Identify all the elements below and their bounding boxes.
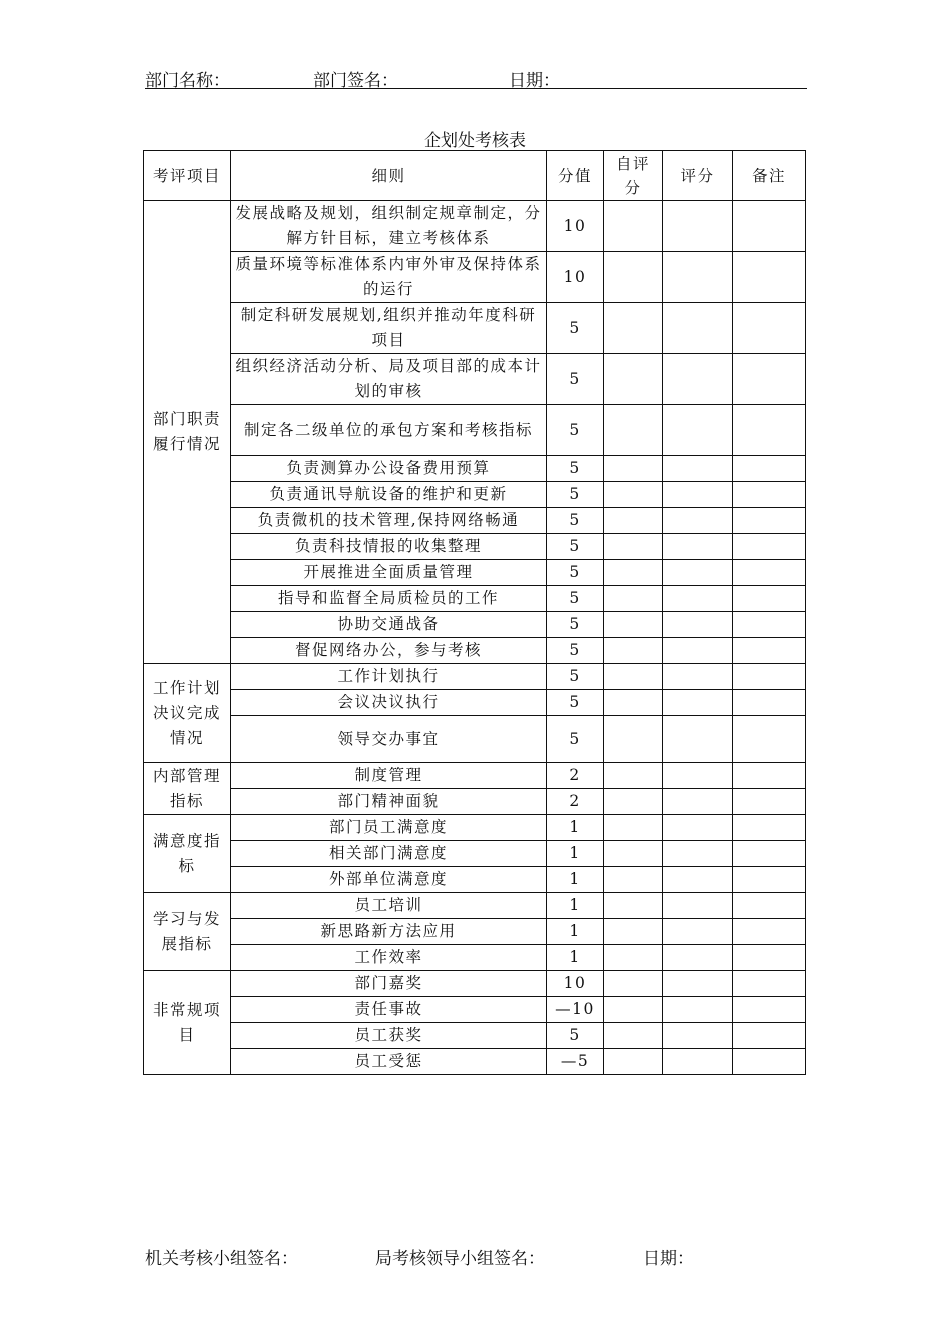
remarks-cell[interactable] [733,664,806,690]
self-score-cell[interactable] [604,893,663,919]
rating-cell[interactable] [663,1049,733,1075]
self-score-cell[interactable] [604,716,663,763]
detail-cell: 责任事故 [231,997,547,1023]
table-row [144,1049,806,1075]
category-cell: 内部管理指标 [144,763,231,815]
table-row [144,508,806,534]
remarks-cell[interactable] [733,1049,806,1075]
score-cell: 5 [547,716,604,763]
table-row [144,482,806,508]
remarks-cell[interactable] [733,815,806,841]
rating-cell[interactable] [663,971,733,997]
remarks-cell[interactable] [733,456,806,482]
rating-cell[interactable] [663,789,733,815]
self-score-cell[interactable] [604,252,663,303]
score-cell: —5 [547,1049,604,1075]
header-line [145,64,807,89]
rating-cell[interactable] [663,201,733,252]
col-header-detail: 细则 [231,151,547,201]
detail-cell: 外部单位满意度 [231,867,547,893]
score-cell: 1 [547,893,604,919]
remarks-cell[interactable] [733,482,806,508]
score-cell: 5 [547,664,604,690]
rating-cell[interactable] [663,893,733,919]
col-header-remarks: 备注 [733,151,806,201]
table-row [144,716,806,763]
score-cell: —10 [547,997,604,1023]
score-cell: 1 [547,841,604,867]
detail-cell: 负责科技情报的收集整理 [231,534,547,560]
bureau-group-sign-label: 局考核领导小组签名： [375,1249,545,1269]
detail-cell: 督促网络办公，参与考核 [231,638,547,664]
detail-cell: 员工获奖 [231,1023,547,1049]
score-cell: 5 [547,456,604,482]
table-row [144,997,806,1023]
score-cell: 5 [547,508,604,534]
table-row [144,560,806,586]
self-score-cell[interactable] [604,586,663,612]
detail-cell: 制度管理 [231,763,547,789]
score-cell: 1 [547,919,604,945]
score-cell: 1 [547,945,604,971]
table-row [144,252,806,303]
self-score-cell[interactable] [604,354,663,405]
self-score-cell[interactable] [604,763,663,789]
table-row [144,354,806,405]
score-cell: 10 [547,971,604,997]
score-cell: 5 [547,354,604,405]
rating-cell[interactable] [663,763,733,789]
org-group-sign-label: 机关考核小组签名： [145,1249,298,1269]
detail-cell: 领导交办事宜 [231,716,547,763]
remarks-cell[interactable] [733,971,806,997]
score-cell: 5 [547,560,604,586]
rating-cell[interactable] [663,664,733,690]
table-row [144,893,806,919]
detail-cell: 质量环境等标准体系内审外审及保持体系的运行 [231,252,547,303]
score-cell: 5 [547,534,604,560]
self-score-cell[interactable] [604,1023,663,1049]
detail-cell: 员工培训 [231,893,547,919]
detail-cell: 协助交通战备 [231,612,547,638]
rating-cell[interactable] [663,690,733,716]
self-score-cell[interactable] [604,690,663,716]
col-header-score: 分值 [547,151,604,201]
rating-cell[interactable] [663,508,733,534]
table-row [144,690,806,716]
score-cell: 5 [547,638,604,664]
remarks-cell[interactable] [733,354,806,405]
rating-cell[interactable] [663,997,733,1023]
detail-cell: 开展推进全面质量管理 [231,560,547,586]
score-cell: 5 [547,405,604,456]
detail-cell: 工作计划执行 [231,664,547,690]
table-row [144,945,806,971]
self-score-cell[interactable] [604,482,663,508]
col-header-self-score: 自评分 [604,151,663,201]
score-cell: 5 [547,612,604,638]
rating-cell[interactable] [663,560,733,586]
score-cell: 2 [547,763,604,789]
remarks-cell[interactable] [733,534,806,560]
category-cell: 学习与发展指标 [144,893,231,971]
detail-cell: 新思路新方法应用 [231,919,547,945]
remarks-cell[interactable] [733,252,806,303]
detail-cell: 负责通讯导航设备的维护和更新 [231,482,547,508]
table-row [144,456,806,482]
self-score-cell[interactable] [604,997,663,1023]
self-score-cell[interactable] [604,303,663,354]
remarks-cell[interactable] [733,919,806,945]
score-cell: 5 [547,482,604,508]
remarks-cell[interactable] [733,893,806,919]
table-row [144,405,806,456]
detail-cell: 相关部门满意度 [231,841,547,867]
remarks-cell[interactable] [733,945,806,971]
table-row [144,763,806,789]
remarks-cell[interactable] [733,508,806,534]
self-score-cell[interactable] [604,201,663,252]
table-row [144,638,806,664]
rating-cell[interactable] [663,405,733,456]
remarks-cell[interactable] [733,1023,806,1049]
rating-cell[interactable] [663,841,733,867]
detail-cell: 指导和监督全局质检员的工作 [231,586,547,612]
table-title: 企划处考核表 [424,131,526,151]
table-body [144,201,806,1075]
score-cell: 10 [547,201,604,252]
category-cell: 满意度指标 [144,815,231,893]
table-row [144,919,806,945]
self-score-cell[interactable] [604,508,663,534]
detail-cell: 工作效率 [231,945,547,971]
detail-cell: 会议决议执行 [231,690,547,716]
rating-cell[interactable] [663,456,733,482]
table-row [144,841,806,867]
self-score-cell[interactable] [604,1049,663,1075]
self-score-cell[interactable] [604,841,663,867]
rating-cell[interactable] [663,716,733,763]
table-row [144,534,806,560]
footer-date-label: 日期： [643,1249,694,1269]
table-row [144,971,806,997]
self-score-cell[interactable] [604,919,663,945]
table-row [144,201,806,252]
rating-cell[interactable] [663,534,733,560]
score-cell: 5 [547,303,604,354]
self-score-cell[interactable] [604,945,663,971]
detail-cell: 发展战略及规划，组织制定规章制定，分解方针目标，建立考核体系 [231,201,547,252]
table-row [144,664,806,690]
rating-cell[interactable] [663,303,733,354]
table-row [144,867,806,893]
remarks-cell[interactable] [733,690,806,716]
detail-cell: 负责微机的技术管理,保持网络畅通 [231,508,547,534]
self-score-cell[interactable] [604,664,663,690]
rating-cell[interactable] [663,1023,733,1049]
score-cell: 5 [547,586,604,612]
rating-cell[interactable] [663,612,733,638]
detail-cell: 负责测算办公设备费用预算 [231,456,547,482]
rating-cell[interactable] [663,638,733,664]
category-cell: 非常规项目 [144,971,231,1075]
detail-cell: 部门嘉奖 [231,971,547,997]
remarks-cell[interactable] [733,201,806,252]
score-cell: 5 [547,690,604,716]
self-score-cell[interactable] [604,789,663,815]
remarks-cell[interactable] [733,586,806,612]
remarks-cell[interactable] [733,612,806,638]
score-cell: 2 [547,789,604,815]
table-header-row [144,151,806,201]
detail-cell: 组织经济活动分析、局及项目部的成本计划的审核 [231,354,547,405]
remarks-cell[interactable] [733,303,806,354]
col-header-rating: 评分 [663,151,733,201]
detail-cell: 部门精神面貌 [231,789,547,815]
detail-cell: 制定科研发展规划,组织并推动年度科研项目 [231,303,547,354]
rating-cell[interactable] [663,482,733,508]
self-score-cell[interactable] [604,534,663,560]
remarks-cell[interactable] [733,763,806,789]
self-score-cell[interactable] [604,638,663,664]
assessment-table [143,150,806,1075]
category-cell: 工作计划决议完成情况 [144,664,231,763]
self-score-cell[interactable] [604,971,663,997]
table-row [144,1023,806,1049]
rating-cell[interactable] [663,919,733,945]
remarks-cell[interactable] [733,638,806,664]
rating-cell[interactable] [663,354,733,405]
rating-cell[interactable] [663,867,733,893]
detail-cell: 员工受惩 [231,1049,547,1075]
self-score-cell[interactable] [604,612,663,638]
detail-cell: 部门员工满意度 [231,815,547,841]
remarks-cell[interactable] [733,560,806,586]
table-row [144,612,806,638]
category-cell: 部门职责履行情况 [144,201,231,664]
self-score-cell[interactable] [604,405,663,456]
score-cell: 5 [547,1023,604,1049]
self-score-cell[interactable] [604,867,663,893]
table-row [144,303,806,354]
table-row [144,815,806,841]
table-row [144,789,806,815]
dept-name-label: 部门名称： [145,71,230,91]
col-header-category: 考评项目 [144,151,231,201]
remarks-cell[interactable] [733,997,806,1023]
date-label: 日期： [509,71,560,91]
rating-cell[interactable] [663,945,733,971]
remarks-cell[interactable] [733,867,806,893]
self-score-cell[interactable] [604,456,663,482]
self-score-cell[interactable] [604,560,663,586]
rating-cell[interactable] [663,252,733,303]
remarks-cell[interactable] [733,405,806,456]
remarks-cell[interactable] [733,789,806,815]
score-cell: 1 [547,867,604,893]
detail-cell: 制定各二级单位的承包方案和考核指标 [231,405,547,456]
remarks-cell[interactable] [733,841,806,867]
score-cell: 1 [547,815,604,841]
remarks-cell[interactable] [733,716,806,763]
self-score-cell[interactable] [604,815,663,841]
dept-sign-label: 部门签名： [313,71,398,91]
table-row [144,586,806,612]
rating-cell[interactable] [663,586,733,612]
score-cell: 10 [547,252,604,303]
rating-cell[interactable] [663,815,733,841]
